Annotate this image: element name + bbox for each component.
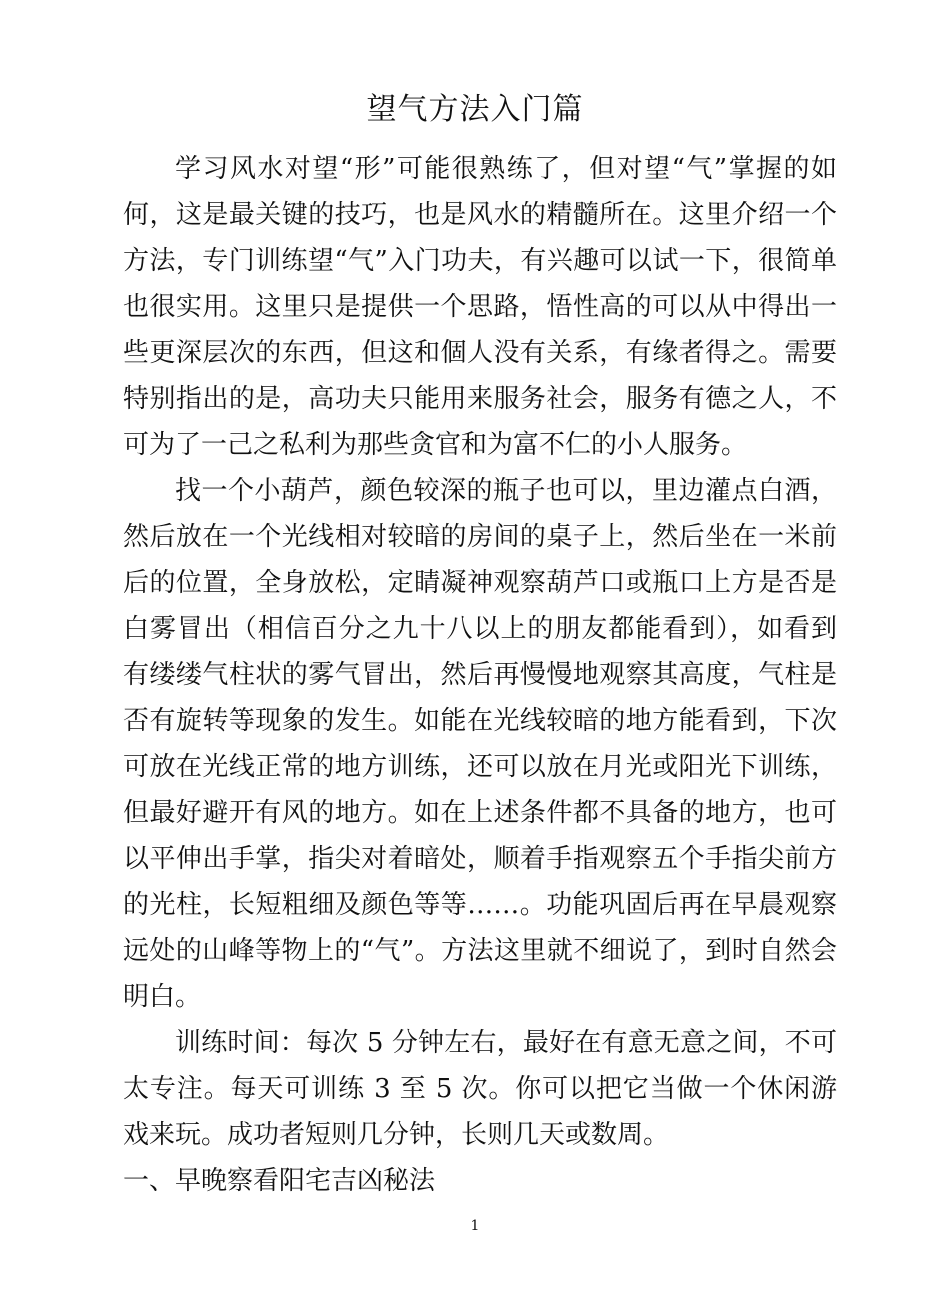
document-title: 望气方法入门篇 [366,92,584,127]
page-number: 1 [470,1218,480,1234]
document-body [123,146,837,1204]
section-heading: 一、早晚察看阳宅吉凶秘法 [123,1166,436,1196]
paragraph-method: 找一个小葫芦，颜色较深的瓶子也可以，里边灌点白酒，然后放在一个光线相对较暗的房间的桌子上，然后坐在一米前后的位置，全身放松，定睛凝神观察葫芦口或瓶口上方是否是白雾冒出（相信百分之九十八以上的朋友都能看到），如看到有缕缕气柱状的雾气冒出，然后再慢慢地观察其高度，气柱是否有旋转等现象的发生。如能在光线较暗的地方能看到，下次可放在光线正常的地方训练，还可以放在月光或阳光下训练，但最好避开有风的地方。如在上述条件都不具备的地方，也可以平伸出手掌，指尖对着暗处，顺着手指观察五个手指尖前方的光柱，长短粗细及颜色等等……。功能巩固后再在早晨观察远处的山峰等物上的“气”。方法这里就不细说了，到时自然会明白。 [123,476,837,1012]
paragraph-training-time: 训练时间：每次 5 分钟左右，最好在有意无意之间，不可太专注。每天可训练 3 至 5 次。你可以把它当做一个休闲游戏来玩。成功者短则几分钟，长则几天或数周。 [123,1028,837,1150]
paragraph-intro: 学习风水对望“形”可能很熟练了，但对望“气”掌握的如何，这是最关键的技巧，也是风水的精髓所在。这里介绍一个方法，专门训练望“气”入门功夫，有兴趣可以试一下，很简单也很实用。这里只是提供一个思路，悟性高的可以从中得出一些更深层次的东西，但这和個人没有关系，有缘者得之。需要特别指出的是，高功夫只能用来服务社会，服务有德之人，不可为了一己之私利为那些贪官和为富不仁的小人服务。 [123,154,837,460]
